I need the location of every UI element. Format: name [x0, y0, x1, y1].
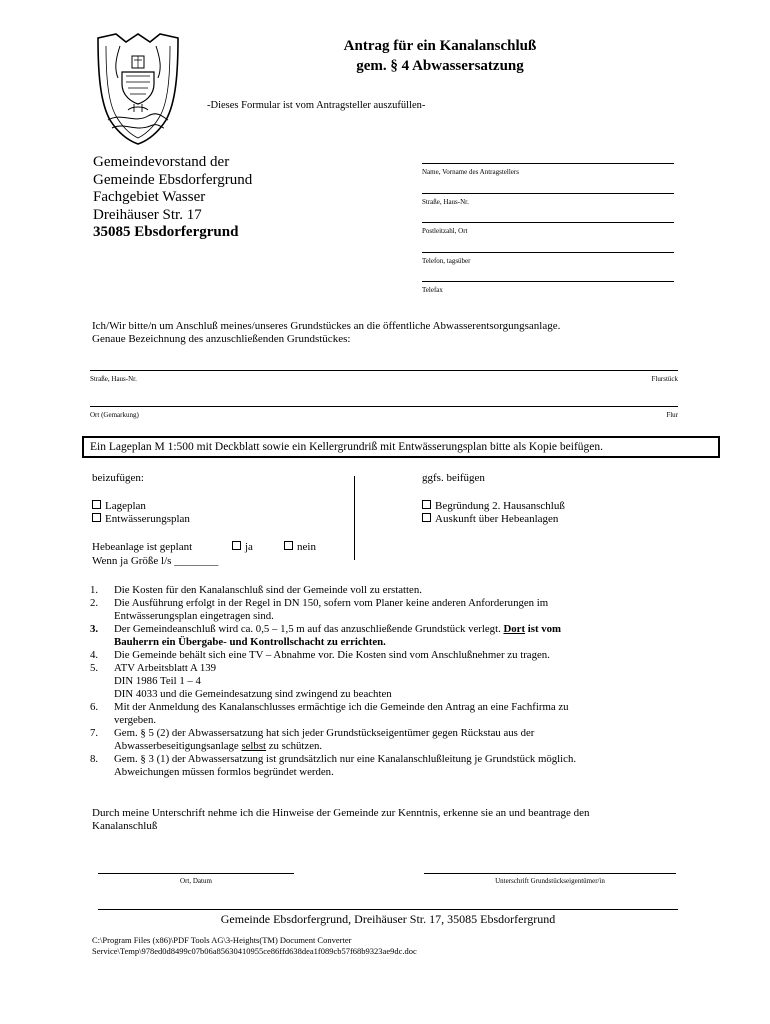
field-label: Flur	[666, 411, 678, 419]
field-label: Telefax	[422, 286, 443, 294]
field-label: Ort, Datum	[180, 877, 212, 885]
request-line2: Genaue Bezeichnung des anzuschließenden Grundstückes:	[92, 333, 351, 345]
attach-second-connection-checkbox[interactable]	[422, 500, 565, 513]
checkbox-label: ja	[245, 541, 253, 553]
applicant-postcode-field[interactable]	[422, 222, 674, 235]
file-path-line: C:\Program Files (x86)\PDF Tools AG\3-Heights(TM) Document Converter	[92, 935, 352, 945]
recipient-address	[93, 154, 252, 242]
checkbox-icon[interactable]	[422, 500, 431, 509]
column-divider	[354, 476, 355, 560]
conditions-list	[90, 584, 680, 779]
owner-signature-field[interactable]	[424, 873, 676, 885]
field-label: Postleitzahl, Ort	[422, 227, 468, 235]
request-line1: Ich/Wir bitte/n um Anschluß meines/unseres Grundstückes an die öffentliche Abwasserentsorgungsanlage.	[92, 320, 561, 332]
checkbox-label: nein	[297, 541, 316, 553]
checkbox-label: Lageplan	[105, 500, 146, 512]
form-instruction: -Dieses Formular ist vom Antragsteller auszufüllen-	[207, 100, 426, 111]
list-item: 4. Die Gemeinde behält sich eine TV – Abnahme vor. Die Kosten sind vom Anschlußnehmer zu tragen.	[90, 649, 550, 661]
checkbox-label: Entwässerungsplan	[105, 513, 190, 525]
lifting-no-checkbox[interactable]	[284, 541, 316, 554]
declaration-line2: Kanalanschluß	[92, 820, 158, 832]
checkbox-icon[interactable]	[232, 541, 241, 550]
list-item: 3. Der Gemeindeanschluß wird ca. 0,5 – 1,5 m auf das anzuschließende Grundstück verlegt. Dort ist vom	[90, 623, 562, 635]
field-label: Straße, Haus-Nr.	[422, 198, 469, 206]
attach-lifting-info-checkbox[interactable]	[422, 513, 558, 526]
property-street-field[interactable]	[90, 370, 678, 383]
applicant-phone-field[interactable]	[422, 252, 674, 265]
list-item: DIN 4033 und die Gemeindesatzung sind zwingend zu beachten	[114, 688, 392, 700]
coat-of-arms-logo	[88, 32, 188, 148]
file-path-line: Service\Temp\978ed0d8499c07b06a85630410955ce86ffd638dea1f089cb57f68b9323ae9dc.doc	[92, 946, 417, 956]
checkbox-label: Auskunft über Hebeanlagen	[435, 513, 559, 525]
recipient-line: Gemeinde Ebsdorfergrund	[93, 171, 253, 188]
field-label: Flurstück	[651, 375, 678, 383]
attach-drainage-plan-checkbox[interactable]	[92, 513, 190, 526]
lifting-size-field[interactable]: Wenn ja Größe l/s ________	[92, 555, 219, 567]
checkbox-icon[interactable]	[284, 541, 293, 550]
lifting-system-label: Hebeanlage ist geplant	[92, 541, 193, 553]
form-title-line2: gem. § 4 Abwassersatzung	[356, 58, 524, 74]
field-label: Name, Vorname des Antragstellers	[422, 168, 519, 176]
checkbox-icon[interactable]	[422, 513, 431, 522]
list-item: Entwässerungsplan eingetragen sind.	[114, 610, 274, 622]
footer-address: Gemeinde Ebsdorfergrund, Dreihäuser Str. 17, 35085 Ebsdorfergrund	[220, 912, 556, 926]
list-item: DIN 1986 Teil 1 – 4	[114, 675, 201, 687]
list-item: 5. ATV Arbeitsblatt A 139	[90, 662, 217, 674]
list-item: Bauherrn ein Übergabe- und Kontrollschacht zu errichten.	[114, 636, 386, 648]
place-date-field[interactable]	[98, 873, 294, 885]
recipient-line: 35085 Ebsdorfergrund	[93, 224, 239, 240]
declaration-line1: Durch meine Unterschrift nehme ich die Hinweise der Gemeinde zur Kenntnis, erkenne sie an und beantrage den	[92, 807, 590, 819]
footer-file-path	[92, 935, 417, 957]
recipient-line: Dreihäuser Str. 17	[93, 206, 202, 223]
property-location-field[interactable]	[90, 406, 678, 419]
field-label: Telefon, tagsüber	[422, 257, 471, 265]
checkbox-icon[interactable]	[92, 513, 101, 522]
footer-divider	[98, 909, 678, 910]
attachment-notice-box: Ein Lageplan M 1:500 mit Deckblatt sowie ein Kellergrundriß mit Entwässerungsplan bitte als Kopie beifügen.	[82, 436, 720, 458]
checkbox-label: Begründung 2. Hausanschluß	[435, 500, 565, 512]
list-item: 7. Gem. § 5 (2) der Abwassersatzung hat sich jeder Grundstückseigentümer gegen Rückstau aus der	[90, 727, 535, 739]
applicant-name-field[interactable]	[422, 163, 674, 176]
list-item: 8. Gem. § 3 (1) der Abwassersatzung ist grundsätzlich nur eine Kanalanschlußleitung je Grundstück möglich.	[90, 753, 577, 765]
field-label: Straße, Haus-Nr.	[90, 375, 137, 383]
field-label: Unterschrift Grundstückseigentümer/in	[495, 877, 605, 885]
field-label: Ort (Gemarkung)	[90, 411, 139, 419]
recipient-line: Gemeindevorstand der	[93, 154, 230, 170]
list-item: vergeben.	[114, 714, 157, 726]
recipient-line: Fachgebiet Wasser	[93, 189, 206, 205]
form-title-line1: Antrag für ein Kanalanschluß	[343, 38, 537, 54]
lifting-yes-checkbox[interactable]	[232, 541, 253, 554]
list-item: 1. Die Kosten für den Kanalanschluß sind der Gemeinde voll zu erstatten.	[90, 584, 422, 596]
list-item: 6. Mit der Anmeldung des Kanalanschlusses ermächtige ich die Gemeinde den Antrag an eine Fachfirma zu	[90, 701, 569, 713]
applicant-fax-field[interactable]	[422, 281, 674, 294]
attach-site-plan-checkbox[interactable]	[92, 500, 146, 513]
list-item: 2. Die Ausführung erfolgt in der Regel in DN 150, sofern vom Planer keine anderen Anforderungen im	[90, 597, 549, 609]
attach-required-heading: beizufügen:	[92, 472, 144, 484]
checkbox-icon[interactable]	[92, 500, 101, 509]
list-item: Abweichungen müssen formlos begründet werden.	[114, 766, 334, 778]
applicant-street-field[interactable]	[422, 193, 674, 206]
attach-optional-heading: ggfs. beifügen	[422, 472, 485, 484]
list-item: Abwasserbeseitigungsanlage selbst zu schützen.	[114, 740, 323, 752]
